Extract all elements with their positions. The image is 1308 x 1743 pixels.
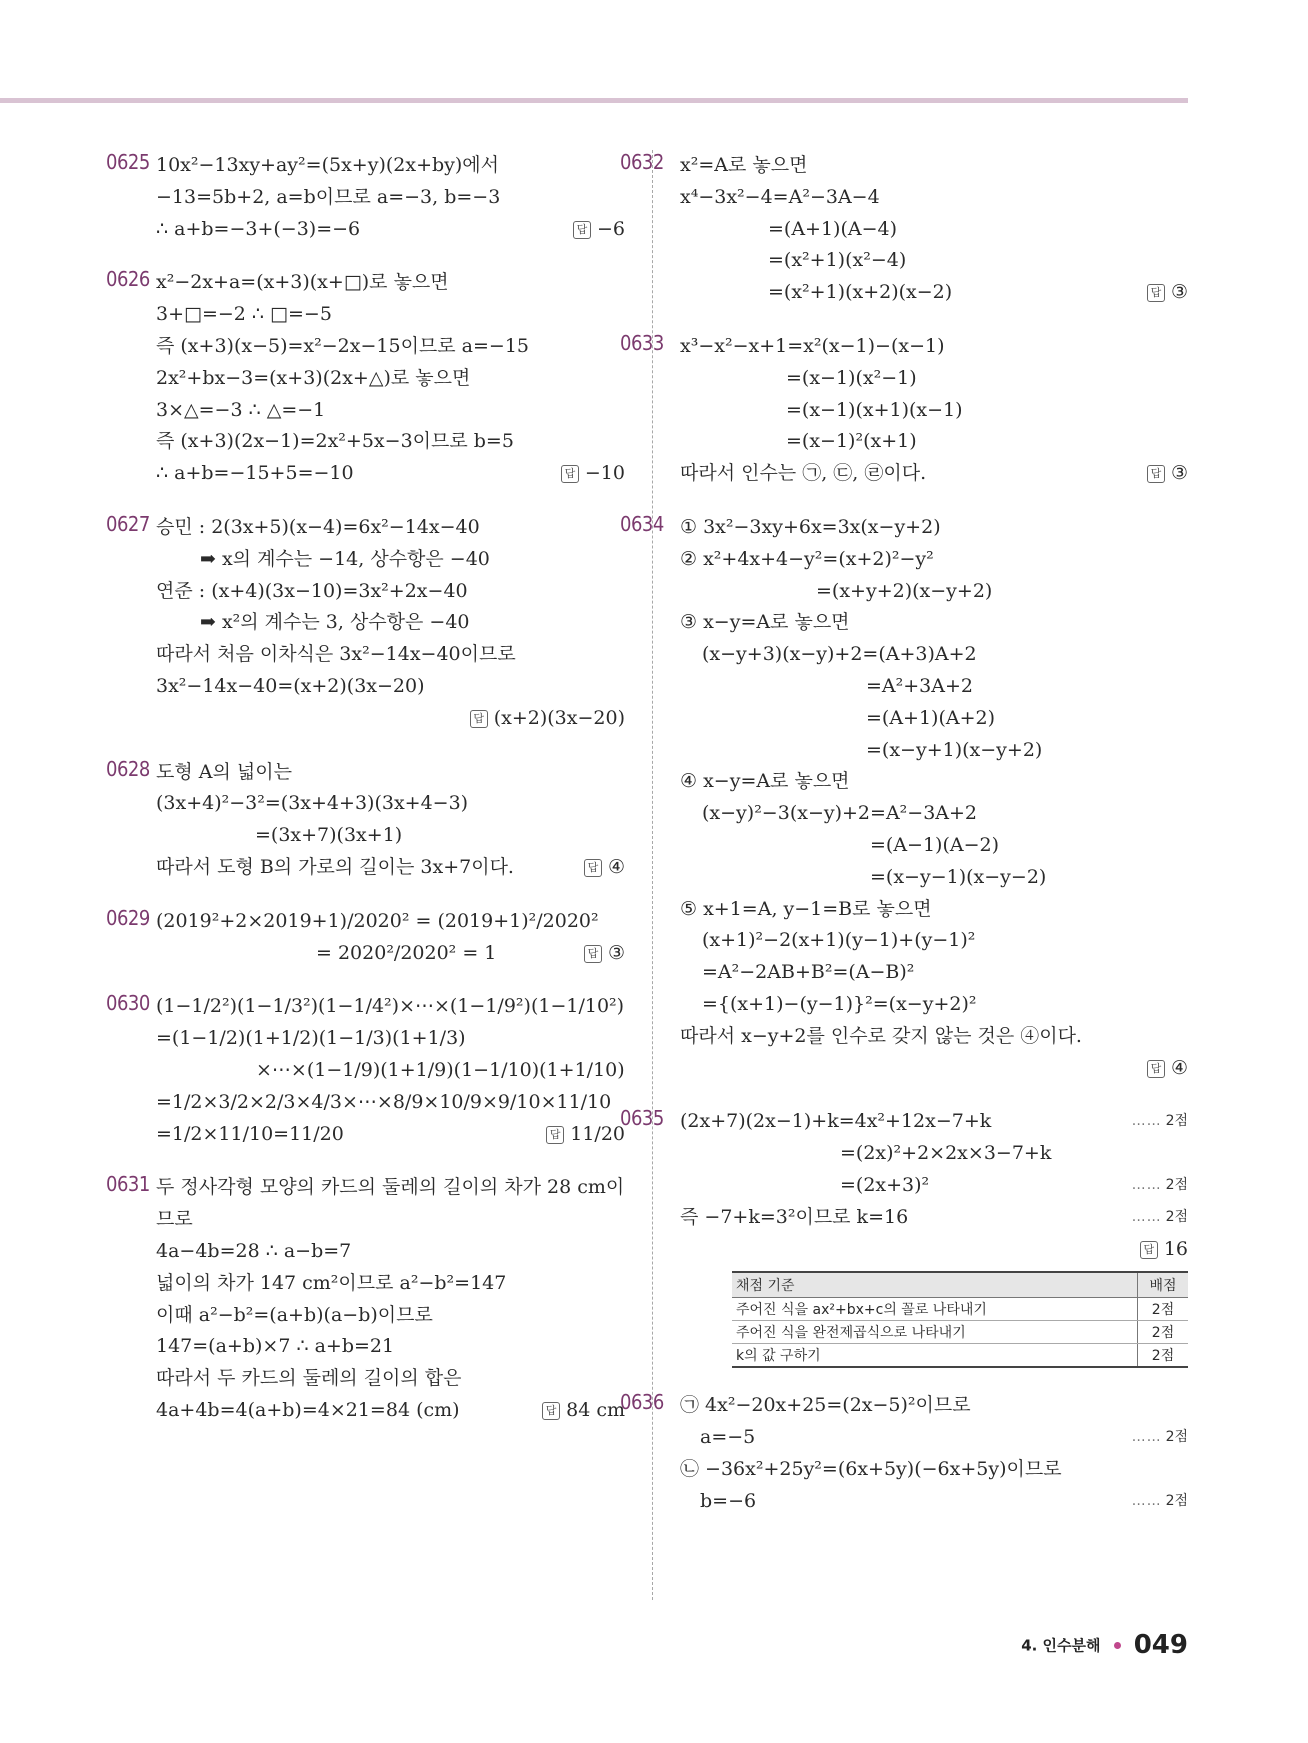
solution-line [680, 1422, 1188, 1454]
solution-line [120, 671, 625, 703]
line-text: 147=(a+b)×7 ∴ a+b=21 [156, 1335, 395, 1358]
problem-number: 0630 [106, 991, 150, 1016]
solution-line [680, 798, 1188, 830]
page-number: 049 [1133, 1630, 1188, 1660]
solution-line [120, 703, 625, 735]
criteria-header: 채점 기준 [732, 1272, 1138, 1298]
solution-line [680, 957, 1188, 989]
line-text: = 2020²/2020² = 1 [316, 941, 497, 964]
line-text: ③ x−y=A로 놓으면 [680, 611, 850, 634]
line-text: =A²−2AB+B²=(A−B)² [702, 961, 915, 984]
problem-number: 0625 [106, 150, 150, 174]
solution-line [120, 363, 625, 395]
solution-line [680, 639, 1188, 671]
score-value: 2점 [1165, 1208, 1188, 1225]
answer-value: ③ [1170, 462, 1188, 485]
column-divider [652, 150, 653, 1600]
line-text: =(A+1)(A−4) [768, 217, 898, 240]
problem-0636 [620, 1390, 1188, 1517]
problem-number: 0634 [620, 511, 664, 536]
answer [584, 852, 625, 884]
top-rule [0, 98, 1188, 103]
line-text: 승민 : 2(3x+5)(x−4)=6x²−14x−40 [156, 515, 480, 538]
answer-value: ④ [1170, 1056, 1188, 1079]
line-text: x²−2x+a=(x+3)(x+□)로 놓으면 [156, 271, 449, 294]
score-cell: 2점 [1138, 1344, 1189, 1368]
problem-number: 0636 [620, 1390, 664, 1415]
score-value: 2점 [1165, 1113, 1188, 1130]
solution-line [680, 363, 1188, 395]
solution-line [680, 766, 1188, 798]
problem-number: 0626 [106, 267, 150, 292]
line-text: ② x²+4x+4−y²=(x+2)²−y² [680, 547, 934, 570]
solution-line [120, 639, 625, 671]
line-text: 3x²−14x−40=(x+2)(3x−20) [156, 674, 425, 697]
line-text: a=−5 [700, 1426, 756, 1449]
answer-mark-icon: 답 [470, 710, 488, 728]
line-text: 즉 (x+3)(x−5)=x²−2x−15이므로 a=−15 [156, 334, 530, 357]
answer [573, 214, 625, 246]
solution-line [120, 544, 625, 576]
solution-line [120, 512, 625, 544]
leader-dots: …… [1131, 1113, 1162, 1130]
problem-0625 [106, 150, 625, 245]
line-text: (x−y+3)(x−y)+2=(A+3)A+2 [702, 643, 977, 666]
answer [1147, 1053, 1188, 1085]
answer-mark-icon: 답 [1147, 1060, 1165, 1078]
solution-line [680, 925, 1188, 957]
solution-line [120, 757, 625, 789]
answer-mark-icon: 답 [584, 859, 602, 877]
solution-line [680, 426, 1188, 458]
bullet-dot [1114, 1642, 1121, 1649]
line-text: 4a−4b=28 ∴ a−b=7 [156, 1239, 352, 1262]
line-text: =(A−1)(A−2) [870, 833, 1000, 856]
answer-mark-icon: 답 [542, 1402, 560, 1420]
solution-line [120, 1236, 625, 1268]
solution-line [120, 852, 625, 884]
answer [470, 703, 625, 735]
answer-value: ③ [607, 941, 625, 964]
answer-mark-icon: 답 [573, 221, 591, 239]
solution-line [680, 894, 1188, 926]
table-row [732, 1344, 1188, 1368]
line-text: 즉 −7+k=3²이므로 k=16 [680, 1205, 909, 1228]
solution-line [680, 1021, 1188, 1053]
line-text: ㉠ 4x²−20x+25=(2x−5)²이므로 [680, 1394, 971, 1417]
line-text: ➡ x²의 계수는 3, 상수항은 −40 [200, 611, 470, 634]
line-text: ×⋯×(1−1/9)(1+1/9)(1−1/10)(1+1/10) [256, 1058, 625, 1081]
line-text: (x+1)²−2(x+1)(y−1)+(y−1)² [702, 929, 976, 952]
solution-line [680, 1454, 1188, 1486]
grading-table [732, 1271, 1188, 1368]
line-text: 이때 a²−b²=(a+b)(a−b)이므로 [156, 1303, 433, 1326]
solution-line [120, 1119, 625, 1151]
solution-line [120, 1331, 625, 1363]
answer-mark-icon: 답 [1147, 284, 1165, 302]
line-text: (3x+4)²−3²=(3x+4+3)(3x+4−3) [156, 792, 469, 815]
solution-line [680, 1234, 1188, 1266]
solution-line [680, 182, 1188, 214]
answer [542, 1395, 625, 1427]
score-value: 2점 [1165, 1492, 1188, 1509]
solution-line [120, 1363, 625, 1395]
leader-dots: …… [1131, 1208, 1162, 1225]
line-text: (1−1/2²)(1−1/3²)(1−1/4²)×⋯×(1−1/9²)(1−1/10²) [156, 995, 625, 1018]
solution-line [120, 426, 625, 458]
problem-0634 [620, 511, 1188, 1084]
solution-line [120, 1023, 625, 1055]
solution-line [120, 820, 625, 852]
line-text: =(3x+7)(3x+1) [255, 824, 403, 847]
line-text: =(x+y+2)(x−y+2) [816, 579, 993, 602]
line-text: 2x²+bx−3=(x+3)(2x+△)로 놓으면 [156, 366, 471, 389]
answer-value: 11/20 [570, 1122, 625, 1145]
line-text: ⑤ x+1=A, y−1=B로 놓으면 [680, 897, 932, 920]
line-text: 도형 A의 넓이는 [156, 760, 292, 783]
line-text: 3+□=−2 ∴ □=−5 [156, 303, 332, 326]
line-text: =1/2×11/10=11/20 [156, 1122, 344, 1145]
page-footer [1021, 1630, 1188, 1660]
score-note [1132, 1486, 1188, 1518]
solution-line [120, 1087, 625, 1119]
solution-line [680, 671, 1188, 703]
problem-number: 0627 [106, 511, 150, 536]
solution-line [120, 576, 625, 608]
problem-0635 [620, 1106, 1188, 1368]
line-text: 따라서 인수는 ㉠, ㉢, ㉣이다. [680, 462, 927, 485]
line-text: =(x²+1)(x²−4) [768, 249, 907, 272]
solution-line [120, 458, 625, 490]
solution-line [680, 512, 1188, 544]
line-text: =(A+1)(A+2) [866, 706, 996, 729]
answer [1140, 1234, 1188, 1266]
problem-0632 [620, 150, 1188, 309]
solution-line [680, 150, 1188, 182]
problem-0628 [106, 756, 625, 884]
solution-line [680, 1390, 1188, 1422]
line-text: =(x−1)(x²−1) [786, 366, 917, 389]
line-text: 므로 [156, 1208, 193, 1231]
problem-0630 [106, 991, 625, 1150]
solution-line [680, 862, 1188, 894]
solution-line [680, 576, 1188, 608]
line-text: =(x−y+1)(x−y+2) [866, 738, 1043, 761]
line-text: (x−y)²−3(x−y)+2=A²−3A+2 [702, 802, 978, 825]
solution-line [680, 395, 1188, 427]
criteria-cell: 주어진 식을 완전제곱식으로 나타내기 [732, 1321, 1138, 1344]
solution-line [680, 607, 1188, 639]
solution-line [120, 150, 625, 182]
line-text: =(1−1/2)(1+1/2)(1−1/3)(1+1/3) [156, 1027, 466, 1050]
answer-value: ③ [1170, 281, 1188, 304]
line-text: ④ x−y=A로 놓으면 [680, 770, 850, 793]
line-text: 따라서 x−y+2를 인수로 갖지 않는 것은 ④이다. [680, 1024, 1082, 1047]
line-text: 4a+4b=4(a+b)=4×21=84 (cm) [156, 1398, 460, 1421]
solution-line [120, 1204, 625, 1236]
solution-line [680, 214, 1188, 246]
solution-line [120, 607, 625, 639]
line-text: ∴ a+b=−3+(−3)=−6 [156, 217, 361, 240]
left-column [106, 150, 625, 1427]
solution-line [120, 299, 625, 331]
table-row [732, 1321, 1188, 1344]
line-text [120, 707, 156, 729]
solution-line [120, 938, 625, 970]
answer [584, 938, 625, 970]
answer-mark-icon: 답 [546, 1126, 564, 1144]
line-text: =(x−1)²(x+1) [786, 430, 917, 453]
score-value: 2점 [1165, 1176, 1188, 1193]
line-text: ➡ x의 계수는 −14, 상수항은 −40 [200, 547, 490, 570]
solution-line [120, 991, 625, 1023]
line-text: 두 정사각형 모양의 카드의 둘레의 길이의 차가 28 cm이 [156, 1176, 625, 1199]
chapter-label: 4. 인수분해 [1021, 1636, 1101, 1655]
line-text: ① 3x²−3xy+6x=3x(x−y+2) [680, 515, 941, 538]
solution-line [120, 1268, 625, 1300]
answer-value: −6 [596, 217, 625, 240]
solution-line [120, 395, 625, 427]
solution-line [120, 1395, 625, 1427]
solution-line [120, 1300, 625, 1332]
criteria-cell: 주어진 식을 ax²+bx+c의 꼴로 나타내기 [732, 1298, 1138, 1321]
problem-0631 [106, 1172, 625, 1426]
solution-line [680, 1170, 1188, 1202]
answer-value: ④ [607, 855, 625, 878]
solution-line [680, 989, 1188, 1021]
solution-line [680, 1202, 1188, 1234]
line-text: x⁴−3x²−4=A²−3A−4 [680, 185, 880, 208]
answer-value: (x+2)(3x−20) [493, 706, 625, 729]
problem-0629 [106, 905, 625, 970]
line-text: =(x−y−1)(x−y−2) [870, 865, 1047, 888]
problem-number: 0635 [620, 1106, 664, 1131]
score-note [1132, 1170, 1188, 1202]
problem-number: 0632 [620, 150, 664, 174]
solution-line [680, 1106, 1188, 1138]
line-text: x²=A로 놓으면 [680, 154, 808, 176]
right-column [620, 150, 1188, 1517]
problem-0627 [106, 511, 625, 735]
answer-mark-icon: 답 [1147, 465, 1165, 483]
line-text: =A²+3A+2 [866, 674, 973, 697]
answer-value: 84 cm [566, 1398, 625, 1421]
line-text: 연준 : (x+4)(3x−10)=3x²+2x−40 [156, 579, 468, 602]
line-text: =(x−1)(x+1)(x−1) [786, 398, 963, 421]
solution-line [680, 458, 1188, 490]
line-text: ∴ a+b=−15+5=−10 [156, 462, 354, 485]
line-text: (2019²+2×2019+1)/2020² = (2019+1)²/2020² [156, 909, 599, 932]
score-note [1132, 1202, 1188, 1234]
answer-mark-icon: 답 [1140, 1241, 1158, 1259]
solution-line [680, 830, 1188, 862]
solution-line [120, 1055, 625, 1087]
score-cell: 2점 [1138, 1321, 1189, 1344]
line-text: (2x+7)(2x−1)+k=4x²+12x−7+k [680, 1110, 992, 1133]
score-value: 2점 [1165, 1429, 1188, 1446]
answer-mark-icon: 답 [561, 465, 579, 483]
solution-line [120, 331, 625, 363]
line-text: =(2x)²+2×2x×3−7+k [840, 1142, 1052, 1165]
leader-dots: …… [1131, 1492, 1162, 1509]
solution-line [120, 267, 625, 299]
line-text: =1/2×3/2×2/3×4/3×⋯×8/9×10/9×9/10×11/10 [156, 1090, 612, 1113]
line-text: 즉 (x+3)(2x−1)=2x²+5x−3이므로 b=5 [156, 430, 514, 453]
score-note [1132, 1106, 1188, 1138]
solution-line [680, 1138, 1188, 1170]
solution-line [680, 1053, 1188, 1085]
problem-0633 [620, 330, 1188, 490]
answer-value: −10 [584, 462, 625, 485]
line-text: x³−x²−x+1=x²(x−1)−(x−1) [680, 334, 945, 357]
solution-line [680, 703, 1188, 735]
solution-line [120, 182, 625, 214]
score-note [1132, 1422, 1188, 1454]
score-header: 배점 [1138, 1272, 1189, 1298]
problem-0626 [106, 267, 625, 490]
answer [1147, 458, 1188, 490]
solution-line [680, 1486, 1188, 1518]
problem-number: 0631 [106, 1172, 150, 1197]
problem-number: 0629 [106, 905, 150, 930]
leader-dots: …… [1131, 1176, 1162, 1193]
solution-line [680, 245, 1188, 277]
line-text: b=−6 [700, 1489, 757, 1512]
solution-line [680, 544, 1188, 576]
criteria-cell: k의 값 구하기 [732, 1344, 1138, 1368]
line-text: 넓이의 차가 147 cm²이므로 a²−b²=147 [156, 1271, 507, 1294]
line-text: ㉡ −36x²+25y²=(6x+5y)(−6x+5y)이므로 [680, 1457, 1062, 1480]
answer-mark-icon: 답 [584, 945, 602, 963]
table-row [732, 1298, 1188, 1321]
solution-line [680, 277, 1188, 309]
solution-line [120, 788, 625, 820]
leader-dots: …… [1131, 1429, 1162, 1446]
line-text: =(x²+1)(x+2)(x−2) [768, 281, 953, 304]
solution-line [680, 331, 1188, 363]
line-text: −13=5b+2, a=b이므로 a=−3, b=−3 [156, 185, 501, 208]
solution-line [120, 214, 625, 246]
answer [561, 458, 625, 490]
answer-value: 16 [1163, 1237, 1188, 1260]
line-text: ={(x+1)−(y−1)}²=(x−y+2)² [702, 992, 977, 1015]
line-text: 10x²−13xy+ay²=(5x+y)(2x+by)에서 [156, 154, 500, 176]
line-text: 따라서 두 카드의 둘레의 길이의 합은 [156, 1367, 462, 1390]
score-cell: 2점 [1138, 1298, 1189, 1321]
problem-number: 0628 [106, 756, 150, 781]
solution-line [120, 1172, 625, 1204]
solution-line [120, 906, 625, 938]
problem-number: 0633 [620, 330, 664, 355]
answer [546, 1119, 625, 1151]
solution-line [680, 735, 1188, 767]
answer [1147, 277, 1188, 309]
line-text: 3×△=−3 ∴ △=−1 [156, 398, 326, 421]
line-text: 따라서 도형 B의 가로의 길이는 3x+7이다. [156, 855, 514, 878]
line-text: 따라서 처음 이차식은 3x²−14x−40이므로 [156, 643, 516, 666]
line-text: =(2x+3)² [840, 1173, 930, 1196]
